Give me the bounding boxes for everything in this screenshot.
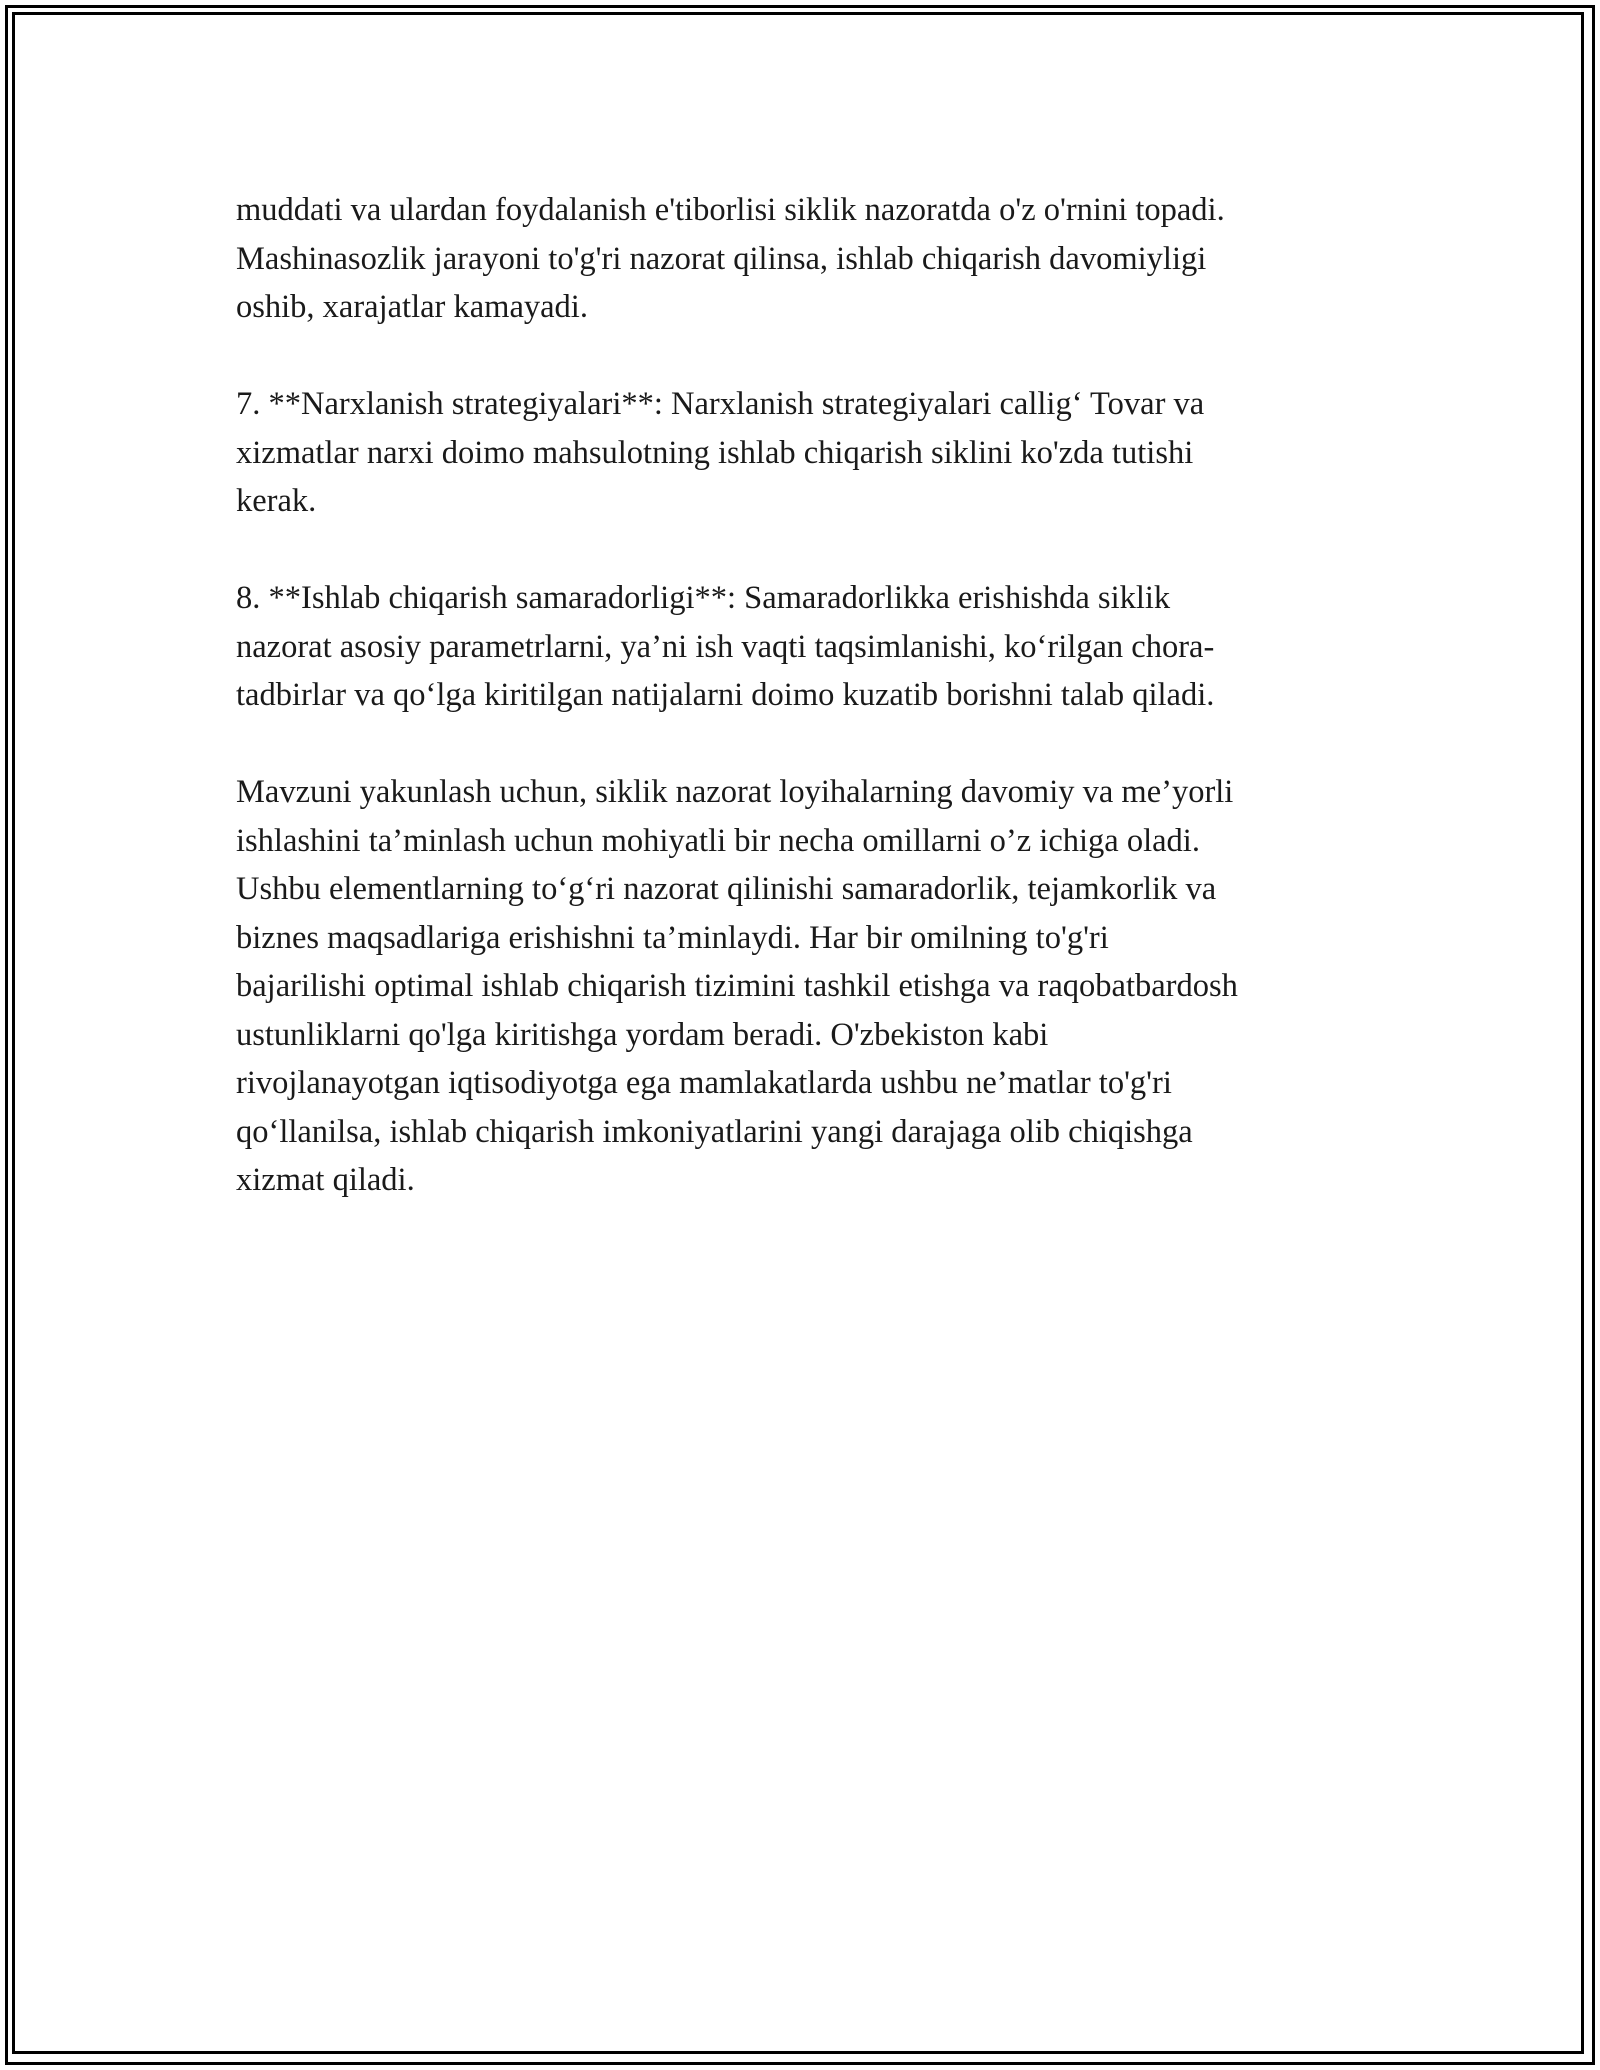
paragraph-pricing-strategies: 7. **Narxlanish strategiyalari**: Narxlanish strategiyalari callig‘ Tovar va xizmatlar narxi doimo mahsulotning ishlab chiqarish siklini ko'zda tutishi kerak. [236,386,1205,519]
paragraph-conclusion: Mavzuni yakunlash uchun, siklik nazorat loyihalarning davomiy va me’yorli ishlashini ta’minlash uchun mohiyatli bir necha omillarni o’z ichiga oladi. Ushbu elementlarning to‘g‘ri nazorat qilinishi samaradorlik, tejamkorlik va biznes maqsadlariga erishishni ta’minlaydi. Har bir omilning to'g'ri bajarilishi optimal ishlab chiqarish tizimini tashkil etishga va raqobatbardosh ustunliklarni qo'lga kiritishga yordam beradi. O'zbekiston kabi rivojlanayotgan iqtisodiyotga ega mamlakatlarda ushbu ne’matlar to'g'ri qo‘llanilsa, ishlab chiqarish imkoniyatlarini yangi darajaga olib chiqishga xizmat qiladi. [236,774,1238,1198]
document-body [236,186,1406,1253]
paragraph-production-efficiency: 8. **Ishlab chiqarish samaradorligi**: Samaradorlikka erishishda siklik nazorat asosiy parametrlarni, ya’ni ish vaqti taqsimlanishi, ko‘rilgan chora- tadbirlar va qo‘lga kiritilgan natijalarni doimo kuzatib borishni talab qiladi. [236,580,1215,713]
paragraph-machinery-control: muddati va ulardan foydalanish e'tiborlisi siklik nazoratda o'z o'rnini topadi. Mashinasozlik jarayoni to'g'ri nazorat qilinsa, ishlab chiqarish davomiyligi oshib, xarajatlar kamayadi. [236,192,1225,325]
